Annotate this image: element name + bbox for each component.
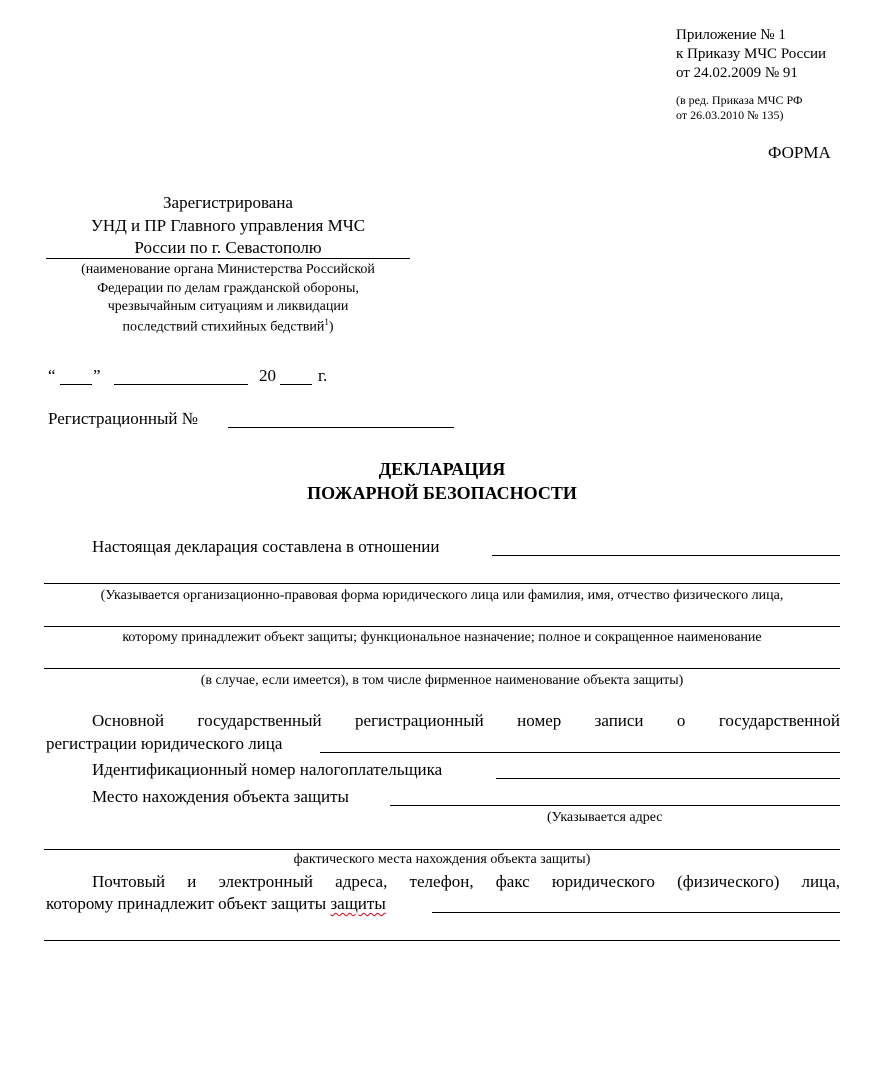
object-hint-2: которому принадлежит объект защиты; функциональное назначение; полное и сокращенное наименование [122,630,762,645]
date-year-prefix: 20 [259,366,276,385]
reg-number-label: Регистрационный № [48,409,198,428]
object-field-line-2[interactable] [44,626,840,627]
location-label: Место нахождения объекта защиты [92,787,349,806]
object-hint-3: (в случае, если имеется), в том числе фирменное наименование объекта защиты) [200,673,684,688]
contacts-field[interactable] [432,912,840,913]
contacts-text-line-2-main: которому принадлежит объект защиты [46,894,331,913]
doc-title-line-1: ДЕКЛАРАЦИЯ [378,459,506,479]
appendix-edit-2: от 26.03.2010 № 135) [676,108,784,122]
intro-field[interactable] [492,555,840,556]
date-day-field[interactable] [60,384,92,385]
object-field-line-1[interactable] [44,583,840,584]
date-close-quote: ” [93,366,101,385]
date-year-suffix: г. [318,366,328,385]
form-label: ФОРМА [768,143,831,162]
location-field[interactable] [390,805,840,806]
contacts-text-line-1: Почтовый и электронный адреса, телефон, факс юридического (физического) лица, [92,872,840,891]
registered-underline [46,258,410,259]
appendix-edit-1: (в ред. Приказа МЧС РФ [676,93,803,107]
object-field-line-3[interactable] [44,668,840,669]
address-field-line[interactable] [44,849,840,850]
registered-note-1: (наименование органа Министерства Российской [81,262,375,277]
registered-line-3: России по г. Севастополю [134,238,322,257]
doc-title-line-2: ПОЖАРНОЙ БЕЗОПАСНОСТИ [307,483,577,503]
reg-number-field[interactable] [228,427,454,428]
appendix-line-2: к Приказу МЧС России [676,46,827,62]
inn-field[interactable] [496,778,840,779]
contacts-text-line-2 [46,894,386,914]
date-open-quote: “ [48,366,56,385]
ogrn-field[interactable] [320,752,840,753]
date-month-field[interactable] [114,384,248,385]
ogrn-text-line-1: Основной государственный регистрационный номер записи о государственной [92,711,840,730]
registered-note-4: последствий стихийных бедствий$^1$) [122,317,334,335]
spellcheck-word: защиты [330,894,386,913]
registered-note-2: Федерации по делам гражданской обороны, [97,281,359,296]
registered-line-2: УНД и ПР Главного управления МЧС [90,216,366,235]
registered-line-1: Зарегистрирована [163,193,293,212]
ogrn-text-line-2: регистрации юридического лица [46,734,283,753]
address-hint-2: фактического места нахождения объекта защиты) [293,852,591,867]
date-year-field[interactable] [280,384,312,385]
address-hint-1: (Указывается адрес [547,810,663,825]
object-hint-1: (Указывается организационно-правовая форма юридического лица или фамилия, имя, отчество физического лица, [100,588,784,603]
intro-text: Настоящая декларация составлена в отношении [92,537,440,556]
appendix-line-1: Приложение № 1 [676,27,786,43]
appendix-line-3: от 24.02.2009 № 91 [676,65,798,81]
registered-note-3: чрезвычайным ситуациям и ликвидации [107,299,349,314]
inn-label: Идентификационный номер налогоплательщика [92,760,443,779]
contacts-field-line-2[interactable] [44,940,840,941]
